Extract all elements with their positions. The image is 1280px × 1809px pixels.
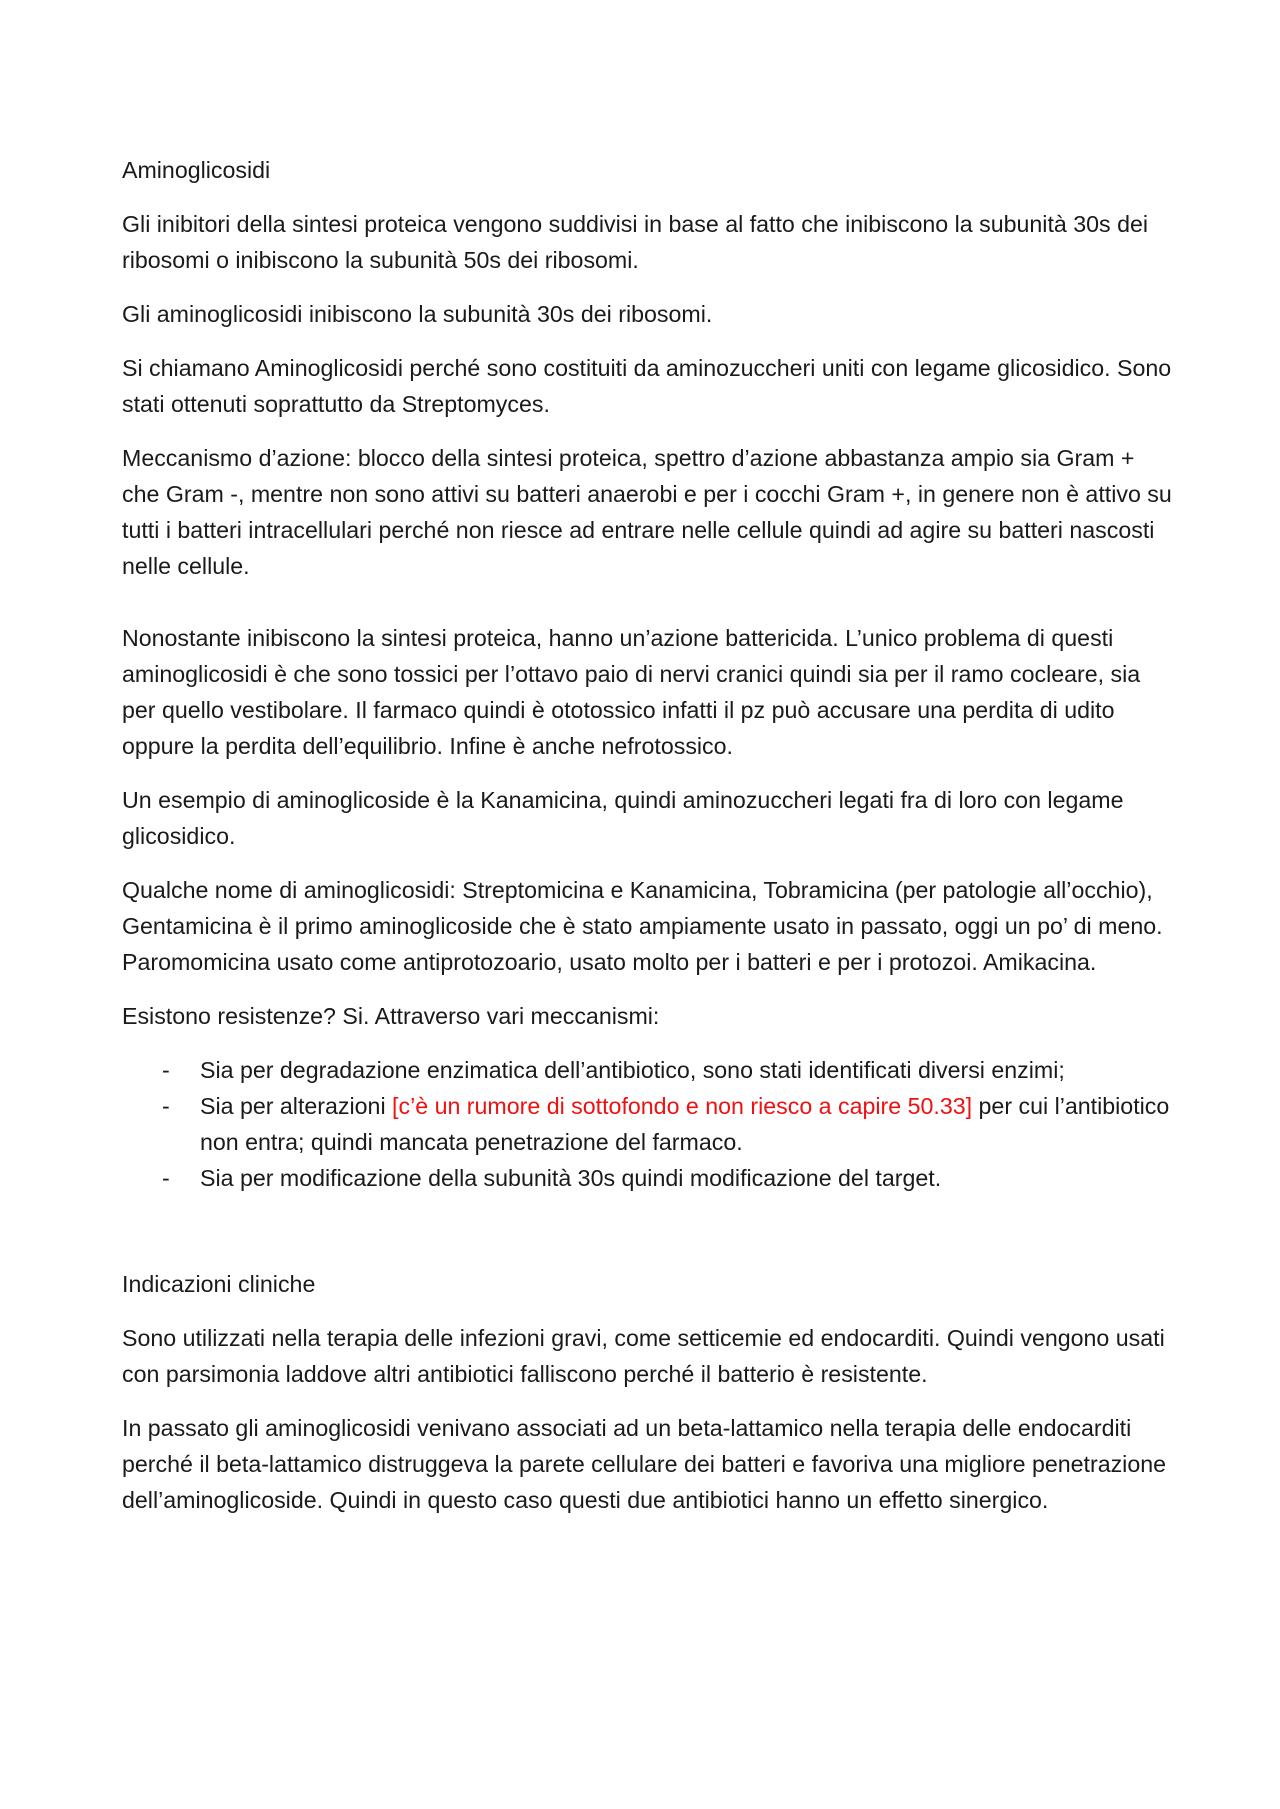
transcription-note: [c’è un rumore di sottofondo e non riesco a capire 50.33] bbox=[392, 1093, 973, 1119]
paragraph-synergy: In passato gli aminoglicosidi venivano associati ad un beta-lattamico nella terapia delle endocarditi perché il beta-lattamico distruggeva la parete cellulare dei batteri e favoriva una migliore penetrazione dell’aminoglicoside. Quindi in questo caso questi due antibiotici hanno un effetto sinergico. bbox=[122, 1415, 1167, 1513]
list-dash: - bbox=[162, 1165, 170, 1191]
list-dash: - bbox=[162, 1057, 170, 1083]
paragraph-clinical-use: Sono utilizzati nella terapia delle infezioni gravi, come setticemie ed endocarditi. Quindi vengono usati con parsimonia laddove altri antibiotici falliscono perché il batterio è resistente. bbox=[122, 1325, 1165, 1387]
paragraph-resistance: Esistono resistenze? Si. Attraverso vari meccanismi: bbox=[122, 1003, 660, 1029]
resistance-list bbox=[122, 1052, 1172, 1196]
paragraph-name-origin: Si chiamano Aminoglicosidi perché sono costituiti da aminozuccheri uniti con legame glicosidico. Sono stati ottenuti soprattutto da Streptomyces. bbox=[122, 355, 1172, 417]
paragraph-30s: Gli aminoglicosidi inibiscono la subunità 30s dei ribosomi. bbox=[122, 301, 713, 327]
paragraph-toxicity: Nonostante inibiscono la sintesi proteica, hanno un’azione battericida. L’unico problema di questi aminoglicosidi è che sono tossici per l’ottavo paio di nervi cranici quindi sia per il ramo cocleare, sia per quello vestibolare. Il farmaco quindi è ototossico infatti il pz può accusare una perdita di udito oppure la perdita dell’equilibrio. Infine è anche nefrotossico. bbox=[122, 625, 1141, 759]
paragraph-intro: Gli inibitori della sintesi proteica vengono suddivisi in base al fatto che inibiscono la subunità 30s dei ribosomi o inibiscono la subunità 50s dei ribosomi. bbox=[122, 211, 1149, 273]
list-item-text: Sia per modificazione della subunità 30s quindi modificazione del target. bbox=[200, 1165, 942, 1191]
section-heading-clinical: Indicazioni cliniche bbox=[122, 1271, 316, 1297]
paragraph-example: Un esempio di aminoglicoside è la Kanamicina, quindi aminozuccheri legati fra di loro con legame glicosidico. bbox=[122, 787, 1124, 849]
list-item bbox=[122, 1160, 1172, 1196]
document-title: Aminoglicosidi bbox=[122, 157, 271, 183]
list-item-text-after: per cui l’antibiotico non entra; quindi mancata penetrazione del farmaco. bbox=[200, 1093, 1170, 1155]
list-item-text-before: Sia per alterazioni bbox=[200, 1093, 393, 1119]
list-item bbox=[122, 1052, 1172, 1088]
paragraph-mechanism: Meccanismo d’azione: blocco della sintesi proteica, spettro d’azione abbastanza ampio sia Gram + che Gram -, mentre non sono attivi su batteri anaerobi e per i cocchi Gram +, in genere non è attivo su tutti i batteri intracellulari perché non riesce ad entrare nelle cellule quindi ad agire su batteri nascosti nelle cellule. bbox=[122, 445, 1172, 579]
document-page bbox=[122, 152, 1172, 1536]
list-dash: - bbox=[162, 1093, 170, 1119]
list-item bbox=[122, 1088, 1172, 1160]
paragraph-drug-names: Qualche nome di aminoglicosidi: Streptomicina e Kanamicina, Tobramicina (per patologie all’occhio), Gentamicina è il primo aminoglicoside che è stato ampiamente usato in passato, oggi un po’ di meno. Paromomicina usato come antiprotozoario, usato molto per i batteri e per i protozoi. Amikacina. bbox=[122, 877, 1163, 975]
list-item-text: Sia per degradazione enzimatica dell’antibiotico, sono stati identificati diversi enzimi; bbox=[200, 1057, 1065, 1083]
